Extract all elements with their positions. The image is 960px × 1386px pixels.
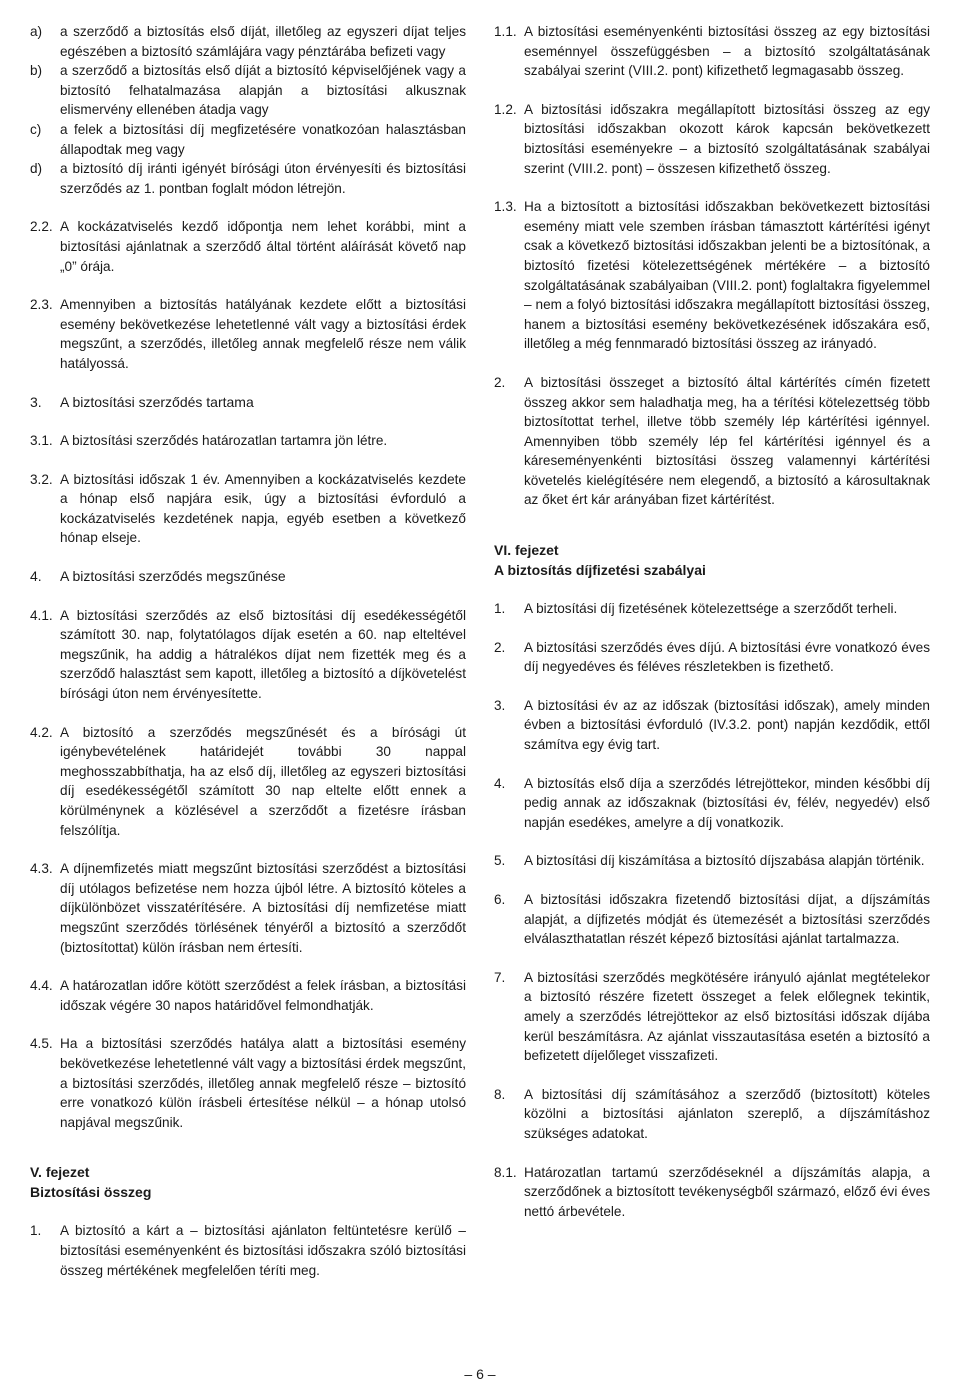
section-number: 4.2. bbox=[30, 724, 53, 740]
item-text: a biztosító díj iránti igényét bírósági úton érvényesíti és biztosítási szerződés az 1. pontban foglalt módon létrejön. bbox=[60, 161, 466, 196]
section-number: 1. bbox=[494, 601, 506, 617]
section-text: Ha a biztosítási szerződés hatálya alatt a biztosítási esemény bekövetkezése lehetetlenné vált vagy a biztosítási érdek megszűnt, a biztosítási szerződés, illetőleg annak megfelelő része – biztosító erre vonatkozó külön írásbeli értesítése nélkül – a hónap utolsó napjával megszűnik. bbox=[60, 1036, 466, 1130]
section-text: A biztosítási időszakra fizetendő biztosítási díjat, a díjszámítás alapját, a díjfizetés módját és ütemezését a biztosítási szerződés elválaszthatatlan részét képező biztosítási ajánlat tartalmazza. bbox=[524, 892, 930, 947]
section-text: A határozatlan időre kötött szerződést a felek írásban, a biztosítási időszak végére 30 napos határidővel felmondhatják. bbox=[60, 978, 466, 1013]
item-label: b) bbox=[30, 63, 43, 79]
section-number: 1.3. bbox=[494, 199, 517, 215]
section-text: A biztosító a szerződés megszűnését és a bírósági út igénybevételének határidejét további 30 nappal meghosszabbíthatja, ha az első díj, illetőleg az egyszeri biztosítási díj esedékességétől számított 30 nap eltelte előtt ennek a körülménynek a közlésével a szerződőt a fizetésre írásban felszólítja. bbox=[60, 724, 466, 838]
page-number: – 6 – bbox=[464, 1366, 496, 1382]
section-number: 4. bbox=[494, 775, 506, 791]
section-text: A biztosítási eseményenkénti biztosítási összeg az egy biztosítási eseménnyel összefüggésben – a biztosító szolgáltatásának szabályai szerint (VIII.2. pont) kifizethető legmagasabb összeg. bbox=[524, 24, 930, 79]
section-4-2 bbox=[30, 723, 466, 841]
section-number: 3.2. bbox=[30, 471, 53, 487]
item-text: a szerződő a biztosítás első díját a biztosító képviselőjének vagy a biztosító felhatalmazása alapján a biztosítási alkusznak elismervény ellenében átadja vagy bbox=[60, 63, 466, 118]
chapter-title: VI. fejezet bbox=[494, 542, 559, 559]
section-vi-3 bbox=[494, 696, 930, 755]
list-item bbox=[30, 61, 466, 120]
chapter-vi-heading bbox=[494, 540, 930, 580]
section-v-1-1 bbox=[494, 22, 930, 81]
section-number: 1.2. bbox=[494, 101, 517, 117]
section-number: 8. bbox=[494, 1086, 506, 1102]
section-vi-1 bbox=[494, 599, 930, 619]
chapter-subtitle: Biztosítási összeg bbox=[30, 1184, 152, 1201]
chapter-v-heading bbox=[30, 1162, 466, 1202]
section-text: A kockázatviselés kezdő időpontja nem lehet korábbi, mint a biztosítási ajánlatnak a szerződő által történt aláírását követő nap „0” órája. bbox=[60, 219, 466, 274]
section-text: A biztosítási díj kiszámítása a biztosító díjszabása alapján történik. bbox=[524, 853, 925, 869]
section-text: Határozatlan tartamú szerződéseknél a díjszámítás alapja, a szerződőnek a biztosított tevékenységből származó, előző évi éves nettó árbevétele. bbox=[524, 1164, 930, 1219]
section-2-2 bbox=[30, 217, 466, 276]
list-item bbox=[30, 159, 466, 198]
section-text: A biztosítási szerződés éves díjú. A biztosítási évre vonatkozó éves díj negyedéves és féléves részletekben is fizethető. bbox=[524, 639, 930, 675]
section-vi-2 bbox=[494, 638, 930, 677]
section-number: 2. bbox=[494, 639, 506, 655]
section-vi-7 bbox=[494, 968, 930, 1066]
heading-number: 3. bbox=[30, 393, 42, 410]
section-text: A biztosítási szerződés megkötésére irányuló ajánlat megtételekor a biztosító részére fizetett összeget a felek előlegnek tekintik, amely a szerződés létrejöttekor az első biztosítási időszak díjába kerül beszámításra. Az ajánlat visszautasítása esetén a biztosító a befizetett díjelőleget visszafizeti. bbox=[524, 969, 930, 1064]
section-text: A biztosítási szerződés határozatlan tartamra jön létre. bbox=[60, 433, 388, 449]
section-text: A biztosító a kárt a – biztosítási ajánlaton feltüntetésre kerülő – biztosítási eseményenként és biztosítási időszakra szóló biztosítási összeg mértékének megfelelően téríti meg. bbox=[60, 1223, 466, 1278]
chapter-title: V. fejezet bbox=[30, 1164, 90, 1181]
chapter-subtitle: A biztosítás díjfizetési szabályai bbox=[494, 562, 706, 579]
item-label: c) bbox=[30, 121, 42, 137]
left-column bbox=[30, 22, 466, 1280]
section-text: A biztosítási időszak 1 év. Amennyiben a kockázatviselés kezdete a hónap első napjára esik, úgy a biztosítási évforduló a kockázatviselés kezdetének napja, egyéb esetben a következő hónap elseje. bbox=[60, 471, 466, 546]
section-v-1-3 bbox=[494, 197, 930, 354]
section-number: 2. bbox=[494, 374, 506, 390]
section-v-1-2 bbox=[494, 100, 930, 178]
section-4-4 bbox=[30, 976, 466, 1015]
section-v-1 bbox=[30, 1221, 466, 1280]
section-heading-4 bbox=[30, 567, 466, 587]
item-text: a szerződő a biztosítás első díját, illetőleg az egyszeri díjat teljes egészében a biztosító számlájára vagy pénztárába befizeti vagy bbox=[60, 24, 466, 59]
section-number: 6. bbox=[494, 892, 506, 907]
section-text: Amennyiben a biztosítás hatályának kezdete előtt a biztosítási esemény bekövetkezése lehetetlenné vált vagy a biztosítási érdek megszűnt, a szerződés, illetőleg annak megfelelő része nem válik hatályossá. bbox=[60, 297, 466, 371]
section-3-2 bbox=[30, 470, 466, 548]
section-vi-8-1 bbox=[494, 1163, 930, 1222]
item-text: a felek a biztosítási díj megfizetésére vonatkozóan halasztásban állapodtak meg vagy bbox=[60, 121, 466, 157]
section-vi-8 bbox=[494, 1085, 930, 1144]
section-text: A biztosítás első díja a szerződés létrejöttekor, minden későbbi díj pedig annak az időszaknak (biztosítási év, félév, negyedév) első napján esedékes, amelyre a díj vonatkozik. bbox=[524, 775, 930, 830]
section-number: 3.1. bbox=[30, 433, 53, 449]
item-label: d) bbox=[30, 161, 43, 177]
section-vi-4 bbox=[494, 774, 930, 833]
right-column bbox=[494, 22, 930, 1221]
section-number: 8.1. bbox=[494, 1164, 517, 1180]
section-vi-6 bbox=[494, 890, 930, 949]
section-text: A biztosítási díj fizetésének kötelezettsége a szerződőt terheli. bbox=[524, 601, 898, 617]
heading-title: A biztosítási szerződés tartama bbox=[60, 393, 254, 410]
section-number: 5. bbox=[494, 853, 506, 869]
heading-title: A biztosítási szerződés megszűnése bbox=[60, 568, 286, 585]
section-number: 3. bbox=[494, 697, 506, 713]
section-text: A biztosítási díj számításához a szerződő (biztosított) köteles közölni a biztosítási ajánlaton szereplő, a díjszámításhoz szükséges adatokat. bbox=[524, 1086, 930, 1141]
section-text: Ha a biztosított a biztosítási időszakban bekövetkezett biztosítási esemény miatt vele szemben írásban támasztott kártérítési igényt csak a következő biztosítási időszakban jelenti be a biztosítónak, a biztosító fizetési kötelezettségének mértékére – a biztosító szolgáltatásának szabályaiban (VIII.2. pont) foglaltakra figyelemmel – nem a folyó biztosítási időszakra megállapított biztosítási összeg, hanem a biztosítási esemény bekövetkezésének időszakára eső, illetőleg a még fennmaradó biztosítási összeg az irányadó. bbox=[524, 199, 930, 352]
section-4-1 bbox=[30, 606, 466, 704]
section-4-5 bbox=[30, 1034, 466, 1132]
section-number: 4.4. bbox=[30, 978, 53, 994]
section-number: 4.5. bbox=[30, 1036, 53, 1052]
section-number: 2.2. bbox=[30, 219, 53, 235]
section-number: 1. bbox=[30, 1223, 42, 1239]
section-number: 4.1. bbox=[30, 607, 53, 623]
section-text: A biztosítási szerződés az első biztosítási díj esedékességétől számított 30. nap, folytatólagos díjak esetén a 60. nap elteltével megszűnik, ha addig a hátralékos díjat nem fizették meg és a szerződő halasztást sem kapott, illetőleg a biztosító a díjkövetelést bírósági úton nem érvényesítette. bbox=[60, 607, 466, 702]
section-number: 1.1. bbox=[494, 24, 517, 39]
section-number: 7. bbox=[494, 969, 506, 985]
section-vi-5 bbox=[494, 851, 930, 871]
item-label: a) bbox=[30, 24, 43, 39]
section-2-3 bbox=[30, 295, 466, 373]
section-text: A díjnemfizetés miatt megszűnt biztosítási szerződést a biztosítási díj utólagos befizetése nem hozza újból létre. A biztosító köteles a díjkülönbözet visszatérítésére. A biztosítási díj nemfizetése miatt megszűnt szerződés törlésének tényéről a biztosító a szerződőt (biztosítottat) külön írásban nem értesíti. bbox=[60, 861, 466, 955]
section-number: 4.3. bbox=[30, 861, 53, 877]
list-item bbox=[30, 22, 466, 61]
section-number: 2.3. bbox=[30, 297, 53, 313]
section-text: A biztosítási időszakra megállapított biztosítási összeg az egy biztosítási időszakban okozott károk kapcsán bekövetkezett biztosítási eseményekre – a biztosító szolgáltatásának szabályai szerint (VIII.2. pont) – összesen kifizethető összeg. bbox=[524, 101, 930, 176]
section-4-3 bbox=[30, 859, 466, 957]
heading-number: 4. bbox=[30, 568, 42, 585]
section-text: A biztosítási összeget a biztosító által kártérítés címén fizetett összeg akkor sem haladhatja meg, ha a térítési kötelezettség több biztosítottat terhel, illetve több személy lép kártérítési igénnyel. Amennyiben több személy lép fel kártérítési igénnyel és a káreseményenkénti biztosítási összeg valamennyi kártérítési követelés kielégítésére nem elegendő, a biztosító a károsultaknak az őket ért kár arányában fizet kártérítést. bbox=[524, 374, 930, 508]
section-text: A biztosítási év az az időszak (biztosítási időszak), amely minden évben a biztosítási évforduló (IV.3.2. pont) napján kezdődik, ettől számítva egy évig tart. bbox=[524, 697, 930, 753]
section-3-1 bbox=[30, 431, 466, 451]
list-item bbox=[30, 120, 466, 159]
section-v-2 bbox=[494, 373, 930, 510]
section-heading-3 bbox=[30, 393, 466, 413]
